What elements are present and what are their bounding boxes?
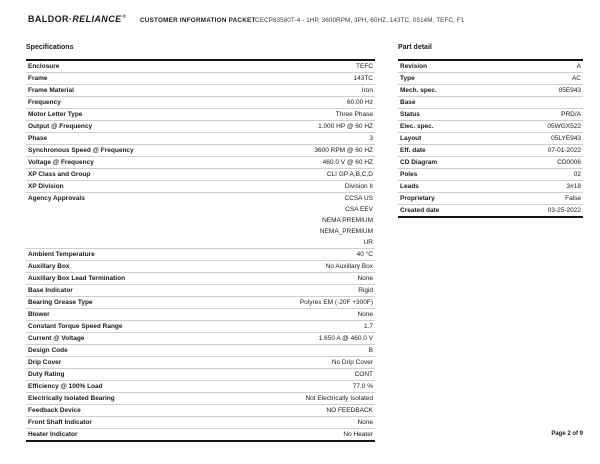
row-value: None — [357, 275, 373, 282]
table-row — [26, 157, 375, 169]
row-value: CSA EEV — [345, 206, 373, 213]
table-row — [26, 133, 375, 145]
row-label: Elec. spec. — [400, 123, 434, 130]
row-value: 02 — [573, 171, 581, 178]
table-row — [398, 109, 583, 121]
row-value: TEFC — [356, 63, 373, 70]
row-value: B — [368, 347, 373, 354]
row-value: A — [576, 63, 581, 70]
specifications-section — [26, 44, 375, 442]
table-row — [398, 133, 583, 145]
table-row — [26, 345, 375, 357]
row-value: 1.650 A @ 460.0 V — [318, 335, 373, 342]
row-value: 60.00 Hz — [346, 99, 373, 106]
row-value: Not Electrically Isolated — [305, 395, 373, 402]
table-row — [26, 321, 375, 333]
row-label: Agency Approvals — [28, 195, 85, 202]
row-value: Rigid — [358, 287, 373, 294]
row-label: Frequency — [28, 99, 61, 106]
table-row — [26, 273, 375, 285]
row-label: CD Diagram — [400, 159, 438, 166]
row-label: Phase — [28, 135, 48, 142]
table-row — [26, 145, 375, 157]
brand-secondary: RELIANCE — [72, 14, 122, 24]
row-label: Blower — [28, 311, 50, 318]
row-label: Auxillary Box — [28, 263, 70, 270]
row-value: CCSA US — [344, 195, 373, 202]
row-label: Feedback Device — [28, 407, 81, 414]
table-row — [26, 417, 375, 429]
table-row — [26, 85, 375, 97]
row-label: Ambient Temperature — [28, 251, 95, 258]
table-row — [26, 285, 375, 297]
product-description: CECP83580T-4 - 1HP, 3600RPM, 3PH, 60HZ, 143TC, 0514M, TEFC, F1 — [255, 17, 465, 24]
specifications-table — [26, 59, 375, 442]
row-label: Voltage @ Frequency — [28, 159, 94, 166]
table-row — [26, 181, 375, 193]
row-value: No Auxillary Box — [325, 263, 373, 270]
table-row — [26, 249, 375, 261]
row-label: Frame Material — [28, 87, 74, 94]
row-value: AC — [571, 75, 581, 82]
table-row — [398, 193, 583, 205]
table-row — [398, 181, 583, 193]
row-value: Three Phase — [335, 111, 373, 118]
specifications-title: Specifications — [26, 44, 74, 51]
part-detail-section — [398, 44, 583, 218]
document-title: CUSTOMER INFORMATION PACKET — [140, 17, 256, 24]
row-value: 3#18 — [566, 183, 581, 190]
row-label: Synchronous Speed @ Frequency — [28, 147, 134, 154]
table-row — [26, 193, 375, 249]
row-value: 143TC — [353, 75, 373, 82]
row-value: 05WGX522 — [547, 123, 581, 130]
row-label: Layout — [400, 135, 422, 142]
row-value: Polyrex EM (-20F +300F) — [299, 299, 373, 306]
row-value: CONT — [354, 371, 373, 378]
table-row — [398, 61, 583, 73]
table-row — [26, 121, 375, 133]
table-row — [26, 297, 375, 309]
row-label: Design Code — [28, 347, 68, 354]
row-value: 3600 RPM @ 60 HZ — [314, 147, 373, 154]
row-value: 05LYE943 — [551, 135, 581, 142]
row-value: Division II — [344, 183, 373, 190]
row-value: 460.0 V @ 60 HZ — [322, 159, 373, 166]
table-row — [26, 261, 375, 273]
table-row — [26, 169, 375, 181]
table-row — [26, 357, 375, 369]
row-value: None — [357, 419, 373, 426]
row-value: 03-25-2022 — [547, 207, 581, 214]
row-value: 05E943 — [558, 87, 581, 94]
row-label: XP Class and Group — [28, 171, 91, 178]
row-label: Eff. date — [400, 147, 426, 154]
table-row — [26, 429, 375, 440]
table-row — [398, 97, 583, 109]
row-label: Type — [400, 75, 415, 82]
row-value: NEMA PREMIUM — [322, 217, 373, 224]
part-detail-table — [398, 59, 583, 218]
table-row — [398, 205, 583, 216]
table-row — [26, 309, 375, 321]
table-row — [26, 405, 375, 417]
registered-mark-icon: ® — [122, 14, 127, 19]
row-label: Created date — [400, 207, 440, 214]
row-label: Proprietary — [400, 195, 435, 202]
row-label: Efficiency @ 100% Load — [28, 383, 103, 390]
page-number: Page 2 of 9 — [551, 431, 583, 437]
row-value: None — [357, 311, 373, 318]
row-label: Heater Indicator — [28, 431, 78, 438]
brand-dot: · — [68, 14, 73, 24]
part-detail-title: Part detail — [398, 44, 432, 51]
table-row — [26, 73, 375, 85]
table-row — [26, 393, 375, 405]
row-value: NO FEEDBACK — [326, 407, 373, 414]
row-value: CD0006 — [557, 159, 581, 166]
row-label: Status — [400, 111, 420, 118]
row-value: No Drip Cover — [331, 359, 373, 366]
baldor-reliance-logo — [28, 14, 126, 24]
brand-primary: BALDOR — [28, 14, 69, 24]
row-label: Mech. spec. — [400, 87, 437, 94]
table-row — [398, 73, 583, 85]
row-value: 07-01-2022 — [547, 147, 581, 154]
row-label: Front Shaft Indicator — [28, 419, 92, 426]
row-label: Drip Cover — [28, 359, 62, 366]
row-label: Base — [400, 99, 416, 106]
row-label: Auxillary Box Lead Termination — [28, 275, 126, 282]
row-label: Duty Rating — [28, 371, 65, 378]
row-label: Constant Torque Speed Range — [28, 323, 123, 330]
row-value: CLI GP A,B,C,D — [326, 171, 373, 178]
row-label: Frame — [28, 75, 48, 82]
table-row — [26, 369, 375, 381]
table-row — [398, 121, 583, 133]
row-value: UR — [363, 239, 373, 246]
row-label: Output @ Frequency — [28, 123, 93, 130]
row-label: Poles — [400, 171, 418, 178]
row-label: Motor Letter Type — [28, 111, 83, 118]
table-row — [398, 145, 583, 157]
row-value: 1.000 HP @ 60 HZ — [318, 123, 373, 130]
table-row — [398, 169, 583, 181]
row-value: Iron — [361, 87, 373, 94]
row-label: Bearing Grease Type — [28, 299, 93, 306]
row-value: PRD/A — [561, 111, 581, 118]
row-label: XP Division — [28, 183, 64, 190]
row-value: 40 °C — [356, 251, 373, 258]
row-value: 77.0 % — [352, 383, 373, 390]
row-value: No Heater — [343, 431, 373, 438]
table-row — [398, 85, 583, 97]
table-row — [398, 157, 583, 169]
row-label: Revision — [400, 63, 428, 70]
row-label: Leads — [400, 183, 419, 190]
table-row — [26, 61, 375, 73]
table-row — [26, 381, 375, 393]
table-row — [26, 333, 375, 345]
row-label: Current @ Voltage — [28, 335, 85, 342]
row-label: Base Indicator — [28, 287, 73, 294]
table-row — [26, 97, 375, 109]
row-label: Enclosure — [28, 63, 60, 70]
row-label: Electrically Isolated Bearing — [28, 395, 115, 402]
table-row — [26, 109, 375, 121]
row-value: 3 — [369, 135, 373, 142]
row-value: False — [565, 195, 581, 202]
row-value: NEMA_PREMIUM — [319, 228, 373, 235]
row-value: 1.7 — [363, 323, 373, 330]
